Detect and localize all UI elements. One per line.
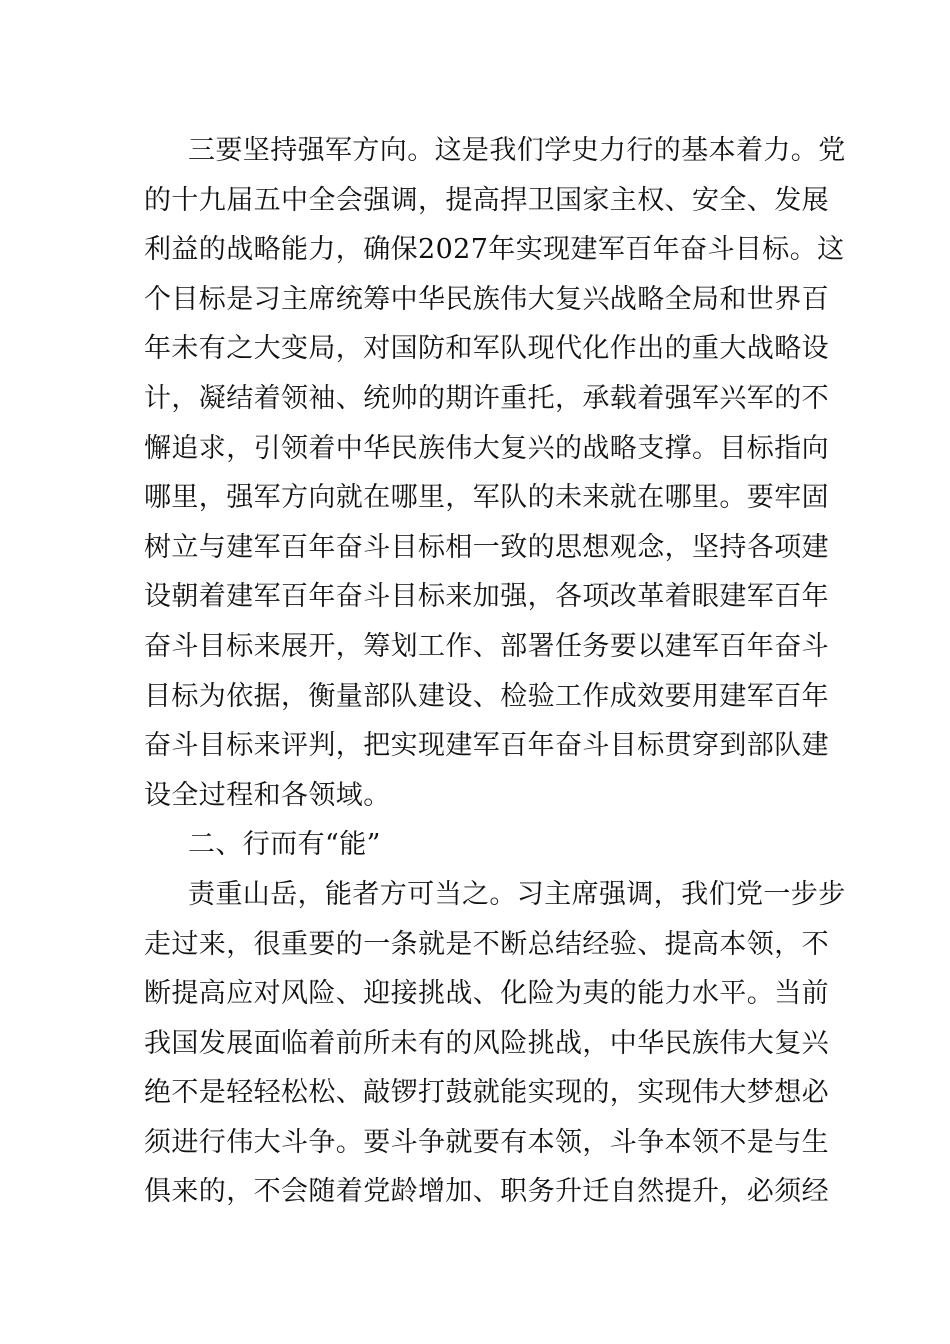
- text-line: 利益的战略能力，确保2027年实现建军百年奋斗目标。这: [144, 234, 845, 266]
- section-heading-text: 二、行而有“能”: [188, 829, 381, 861]
- document-body: [144, 126, 846, 1217]
- text-line: 个目标是习主席统筹中华民族伟大复兴战略全局和世界百: [144, 283, 829, 315]
- text-line: 懈追求，引领着中华民族伟大复兴的战略支撑。目标指向: [144, 432, 829, 464]
- text-line: 责重山岳，能者方可当之。习主席强调，我们党一步步: [188, 878, 846, 910]
- text-line: 设全过程和各领域。: [144, 779, 391, 811]
- paragraph-strong-army-direction: [144, 126, 846, 820]
- text-line: 俱来的，不会随着党龄增加、职务升迁自然提升，必须经: [144, 1176, 829, 1208]
- text-line: 奋斗目标来评判，把实现建军百年奋斗目标贯穿到部队建: [144, 730, 829, 762]
- section-heading: [144, 820, 806, 870]
- text-line: 的十九届五中全会强调，提高捍卫国家主权、安全、发展: [144, 184, 829, 216]
- text-line: 须进行伟大斗争。要斗争就要有本领，斗争本领不是与生: [144, 1126, 829, 1158]
- paragraph-capability: [144, 870, 846, 1217]
- text-line: 目标为依据，衡量部队建设、检验工作成效要用建军百年: [144, 680, 829, 712]
- text-line: 年未有之大变局，对国防和军队现代化作出的重大战略设: [144, 333, 829, 365]
- text-line: 设朝着建军百年奋斗目标来加强，各项改革着眼建军百年: [144, 581, 829, 613]
- text-line: 我国发展面临着前所未有的风险挑战，中华民族伟大复兴: [144, 1027, 829, 1059]
- text-line: 奋斗目标来展开，筹划工作、部署任务要以建军百年奋斗: [144, 630, 829, 662]
- text-line: 断提高应对风险、迎接挑战、化险为夷的能力水平。当前: [144, 978, 829, 1010]
- text-line: 三要坚持强军方向。这是我们学史力行的基本着力。党: [188, 135, 846, 166]
- text-line: 走过来，很重要的一条就是不断总结经验、提高本领，不: [144, 928, 829, 960]
- text-line: 树立与建军百年奋斗目标相一致的思想观念，坚持各项建: [144, 531, 829, 563]
- text-line: 哪里，强军方向就在哪里，军队的未来就在哪里。要牢固: [144, 482, 829, 514]
- text-line: 绝不是轻轻松松、敲锣打鼓就能实现的，实现伟大梦想必: [144, 1077, 829, 1109]
- text-line: 计，凝结着领袖、统帅的期许重托，承载着强军兴军的不: [144, 382, 829, 414]
